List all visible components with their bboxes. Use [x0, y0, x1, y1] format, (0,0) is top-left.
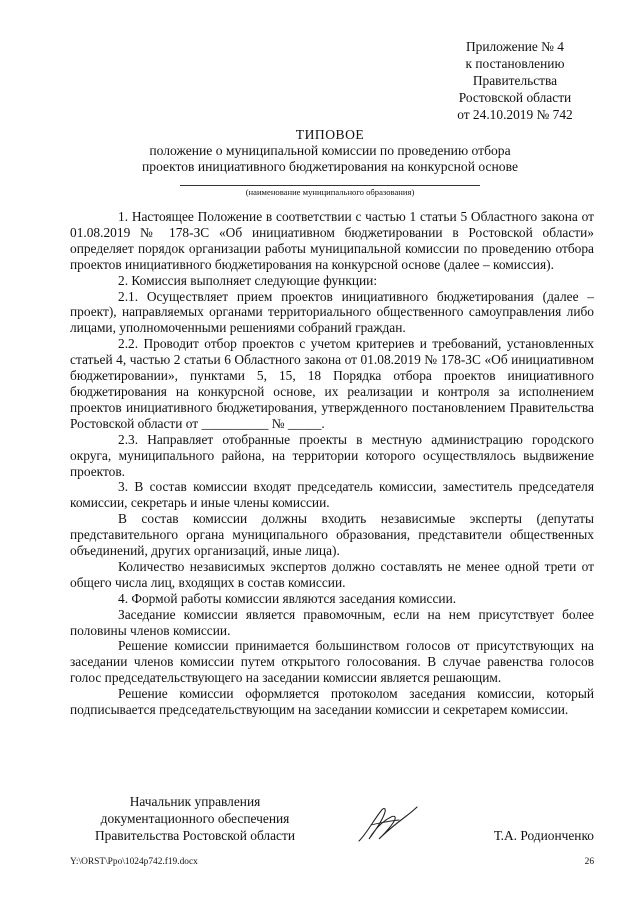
paragraph: Решение комиссии принимается большинством голосов от присутствующих на заседании членов комиссии путем открытого голосования. В случае равенства голосов голос председательствующего на заседании комиссии является решающим.	[70, 638, 594, 686]
appendix-line: Приложение № 4	[465, 39, 565, 54]
position-line: документационного обеспечения	[100, 811, 290, 826]
page-number: 26	[584, 857, 594, 867]
appendix-header	[420, 38, 610, 123]
paragraph: 2.1. Осуществляет прием проектов инициативного бюджетирования (далее – проект), направляемых органами территориального общественного самоуправления либо лицами, уполномоченными решениями собраний граждан.	[70, 288, 594, 336]
paragraph: 2.2. Проводит отбор проектов с учетом критериев и требований, установленных статьей 4, частью 2 статьи 6 Областного закона от 01.08.2019 № 178-ЗС «Об инициативном бюджетировании», пунктами 5, 15, 18 Порядка отбора проектов инициативного бюджетирования на конкурсной основе, их реализации и контроля за исполнением проектов инициативного бюджетирования, утвержденного постановлением Правительства Ростовской области от __________ № _____.	[70, 336, 594, 431]
signature-block	[70, 793, 594, 853]
signatory-name: Т.А. Родионченко	[493, 828, 594, 843]
document-body	[70, 209, 594, 718]
document-title	[70, 127, 590, 175]
paragraph: Количество независимых экспертов должно составлять не менее одной трети от общего числа лиц, входящих в состав комиссии.	[70, 558, 594, 590]
appendix-line: Ростовской области	[458, 90, 572, 105]
signatory-position	[70, 793, 320, 844]
appendix-line: от 24.10.2019 № 742	[457, 107, 573, 122]
title-heading: ТИПОВОЕ	[295, 127, 365, 142]
title-line: проектов инициативного бюджетирования на конкурсной основе	[142, 159, 518, 174]
paragraph: 1. Настоящее Положение в соответствии с частью 1 статьи 5 Областного закона от 01.08.2019 № 178-ЗС «Об инициативном бюджетировании в Ростовской области» определяет порядок организации работы муниципальной комиссии по проведению отбора проектов инициативного бюджетирования на конкурсной основе (далее – комиссия).	[70, 209, 594, 272]
paragraph: 4. Формой работы комиссии являются заседания комиссии.	[118, 590, 457, 606]
appendix-line: к постановлению	[465, 56, 565, 71]
paragraph: 2. Комиссия выполняет следующие функции:	[118, 272, 378, 288]
position-line: Правительства Ростовской области	[94, 828, 296, 843]
paragraph: В состав комиссии должны входить независимые эксперты (депутаты представительного органа муниципального образования, представители общественных объединений, других организаций, иные лица).	[70, 511, 594, 559]
file-path: Y:\ORST\Ppo\1024p742.f19.docx	[70, 857, 198, 867]
appendix-line: Правительства	[472, 73, 558, 88]
paragraph: 3. В состав комиссии входят председатель комиссии, заместитель председателя комиссии, секретарь и иные члены комиссии.	[70, 479, 594, 511]
handwritten-signature	[353, 803, 423, 847]
paragraph: Решение комиссии оформляется протоколом заседания комиссии, который подписывается председательствующим на заседании комиссии и секретарем комиссии.	[70, 686, 594, 718]
position-line: Начальник управления	[129, 794, 261, 809]
paragraph: 2.3. Направляет отобранные проекты в местную администрацию городского округа, муниципального района, на территории которого осуществлялось выдвижение проектов.	[70, 431, 594, 479]
paragraph: Заседание комиссии является правомочным, если на нем присутствует более половины членов комиссии.	[70, 606, 594, 638]
page-footer	[70, 856, 594, 868]
title-line: положение о муниципальной комиссии по проведению отбора	[149, 143, 511, 158]
municipality-caption: (наименование муниципального образования)	[180, 185, 480, 197]
